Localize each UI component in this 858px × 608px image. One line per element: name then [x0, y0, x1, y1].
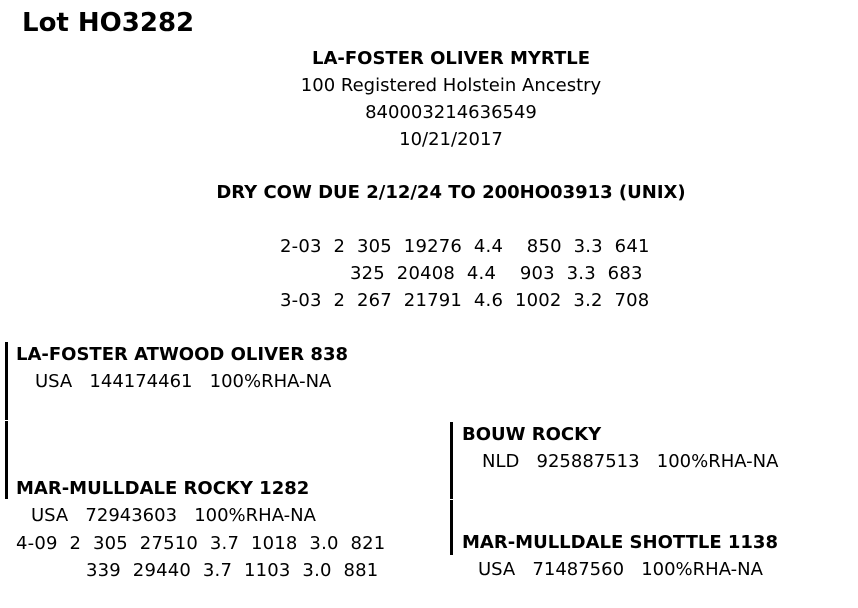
birth-date: 10/21/2017 [399, 129, 503, 150]
production-record-3: 3-03 2 267 21791 4.6 1002 3.2 708 [280, 290, 650, 311]
ancestry-text: 100 Registered Holstein Ancestry [300, 75, 602, 96]
pedigree-bracket-line [5, 342, 8, 420]
production-record-1: 2-03 2 305 19276 4.4 850 3.3 641 [280, 236, 650, 257]
pedigree-bracket-line [450, 500, 453, 555]
dam-registration: USA 72943603 100%RHA-NA [31, 505, 316, 526]
dam-sire-registration: NLD 925887513 100%RHA-NA [482, 451, 779, 472]
sire-name: LA-FOSTER ATWOOD OLIVER 838 [16, 344, 349, 365]
animal-name: LA-FOSTER OLIVER MYRTLE [312, 48, 590, 69]
dam-production-record-1: 4-09 2 305 27510 3.7 1018 3.0 821 [16, 533, 386, 554]
animal-id: 840003214636549 [365, 102, 537, 123]
dam-sire-name: BOUW ROCKY [462, 424, 602, 445]
sire-registration: USA 144174461 100%RHA-NA [35, 371, 332, 392]
dam-dam-registration: USA 71487560 100%RHA-NA [478, 559, 763, 580]
production-record-2: 325 20408 4.4 903 3.3 683 [350, 263, 643, 284]
pedigree-bracket-line [450, 422, 453, 499]
pregnancy-status: DRY COW DUE 2/12/24 TO 200HO03913 (UNIX) [216, 182, 686, 203]
dam-production-record-2: 339 29440 3.7 1103 3.0 881 [86, 560, 379, 581]
dam-dam-name: MAR-MULLDALE SHOTTLE 1138 [462, 532, 778, 553]
pedigree-bracket-line [5, 421, 8, 499]
lot-number: Lot HO3282 [22, 8, 195, 38]
dam-name: MAR-MULLDALE ROCKY 1282 [16, 478, 310, 499]
